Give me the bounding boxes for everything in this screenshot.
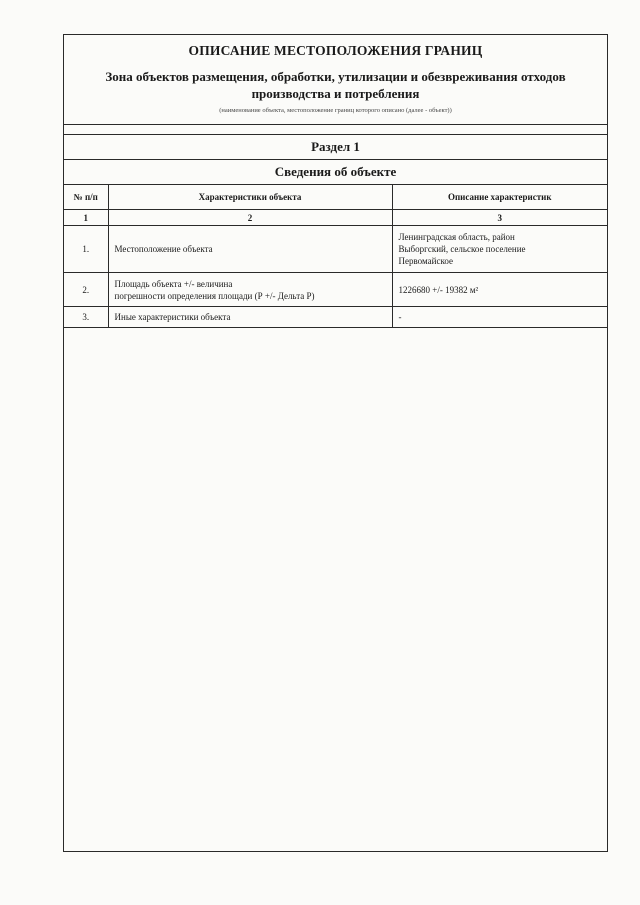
- column-number: 2: [108, 210, 392, 226]
- row-characteristic: Иные характеристики объекта: [108, 307, 392, 328]
- table-row: [64, 307, 607, 328]
- document-sheet: [63, 34, 608, 852]
- row-number: 2.: [64, 273, 108, 307]
- column-number: 3: [392, 210, 607, 226]
- object-name-caption: (наименование объекта, местоположение границ которого описано (далее - объект)): [219, 107, 452, 114]
- row-description: -: [392, 307, 607, 328]
- object-name: [68, 68, 603, 102]
- column-number-row: [64, 210, 607, 226]
- header-cell-description: Описание характеристик: [392, 185, 607, 210]
- row-characteristic: Площадь объекта +/- величина погрешности определения площади (Р +/- Дельта Р): [108, 273, 392, 307]
- section-title: Раздел 1: [64, 135, 607, 160]
- row-description: 1226680 +/- 19382 м²: [392, 273, 607, 307]
- row-number: 1.: [64, 226, 108, 273]
- table-row: [64, 226, 607, 273]
- table-row: [64, 273, 607, 307]
- header-cell-characteristic: Характеристики объекта: [108, 185, 392, 210]
- object-name-line1: Зона объектов размещения, обработки, утилизации и обезвреживания отходов: [105, 69, 566, 84]
- row-characteristic: Местоположение объекта: [108, 226, 392, 273]
- header-cell-number: № п/п: [64, 185, 108, 210]
- document-header: [64, 35, 607, 125]
- object-name-line2: производства и потребления: [251, 86, 420, 101]
- section-subtitle: Сведения об объекте: [64, 160, 607, 185]
- document-title: ОПИСАНИЕ МЕСТОПОЛОЖЕНИЯ ГРАНИЦ: [188, 43, 483, 58]
- object-info-table: [64, 185, 607, 328]
- header-spacer: [64, 125, 607, 135]
- table-header-row: [64, 185, 607, 210]
- column-number: 1: [64, 210, 108, 226]
- row-description: Ленинградская область, район Выборгский, сельское поселение Первомайское: [392, 226, 607, 273]
- row-number: 3.: [64, 307, 108, 328]
